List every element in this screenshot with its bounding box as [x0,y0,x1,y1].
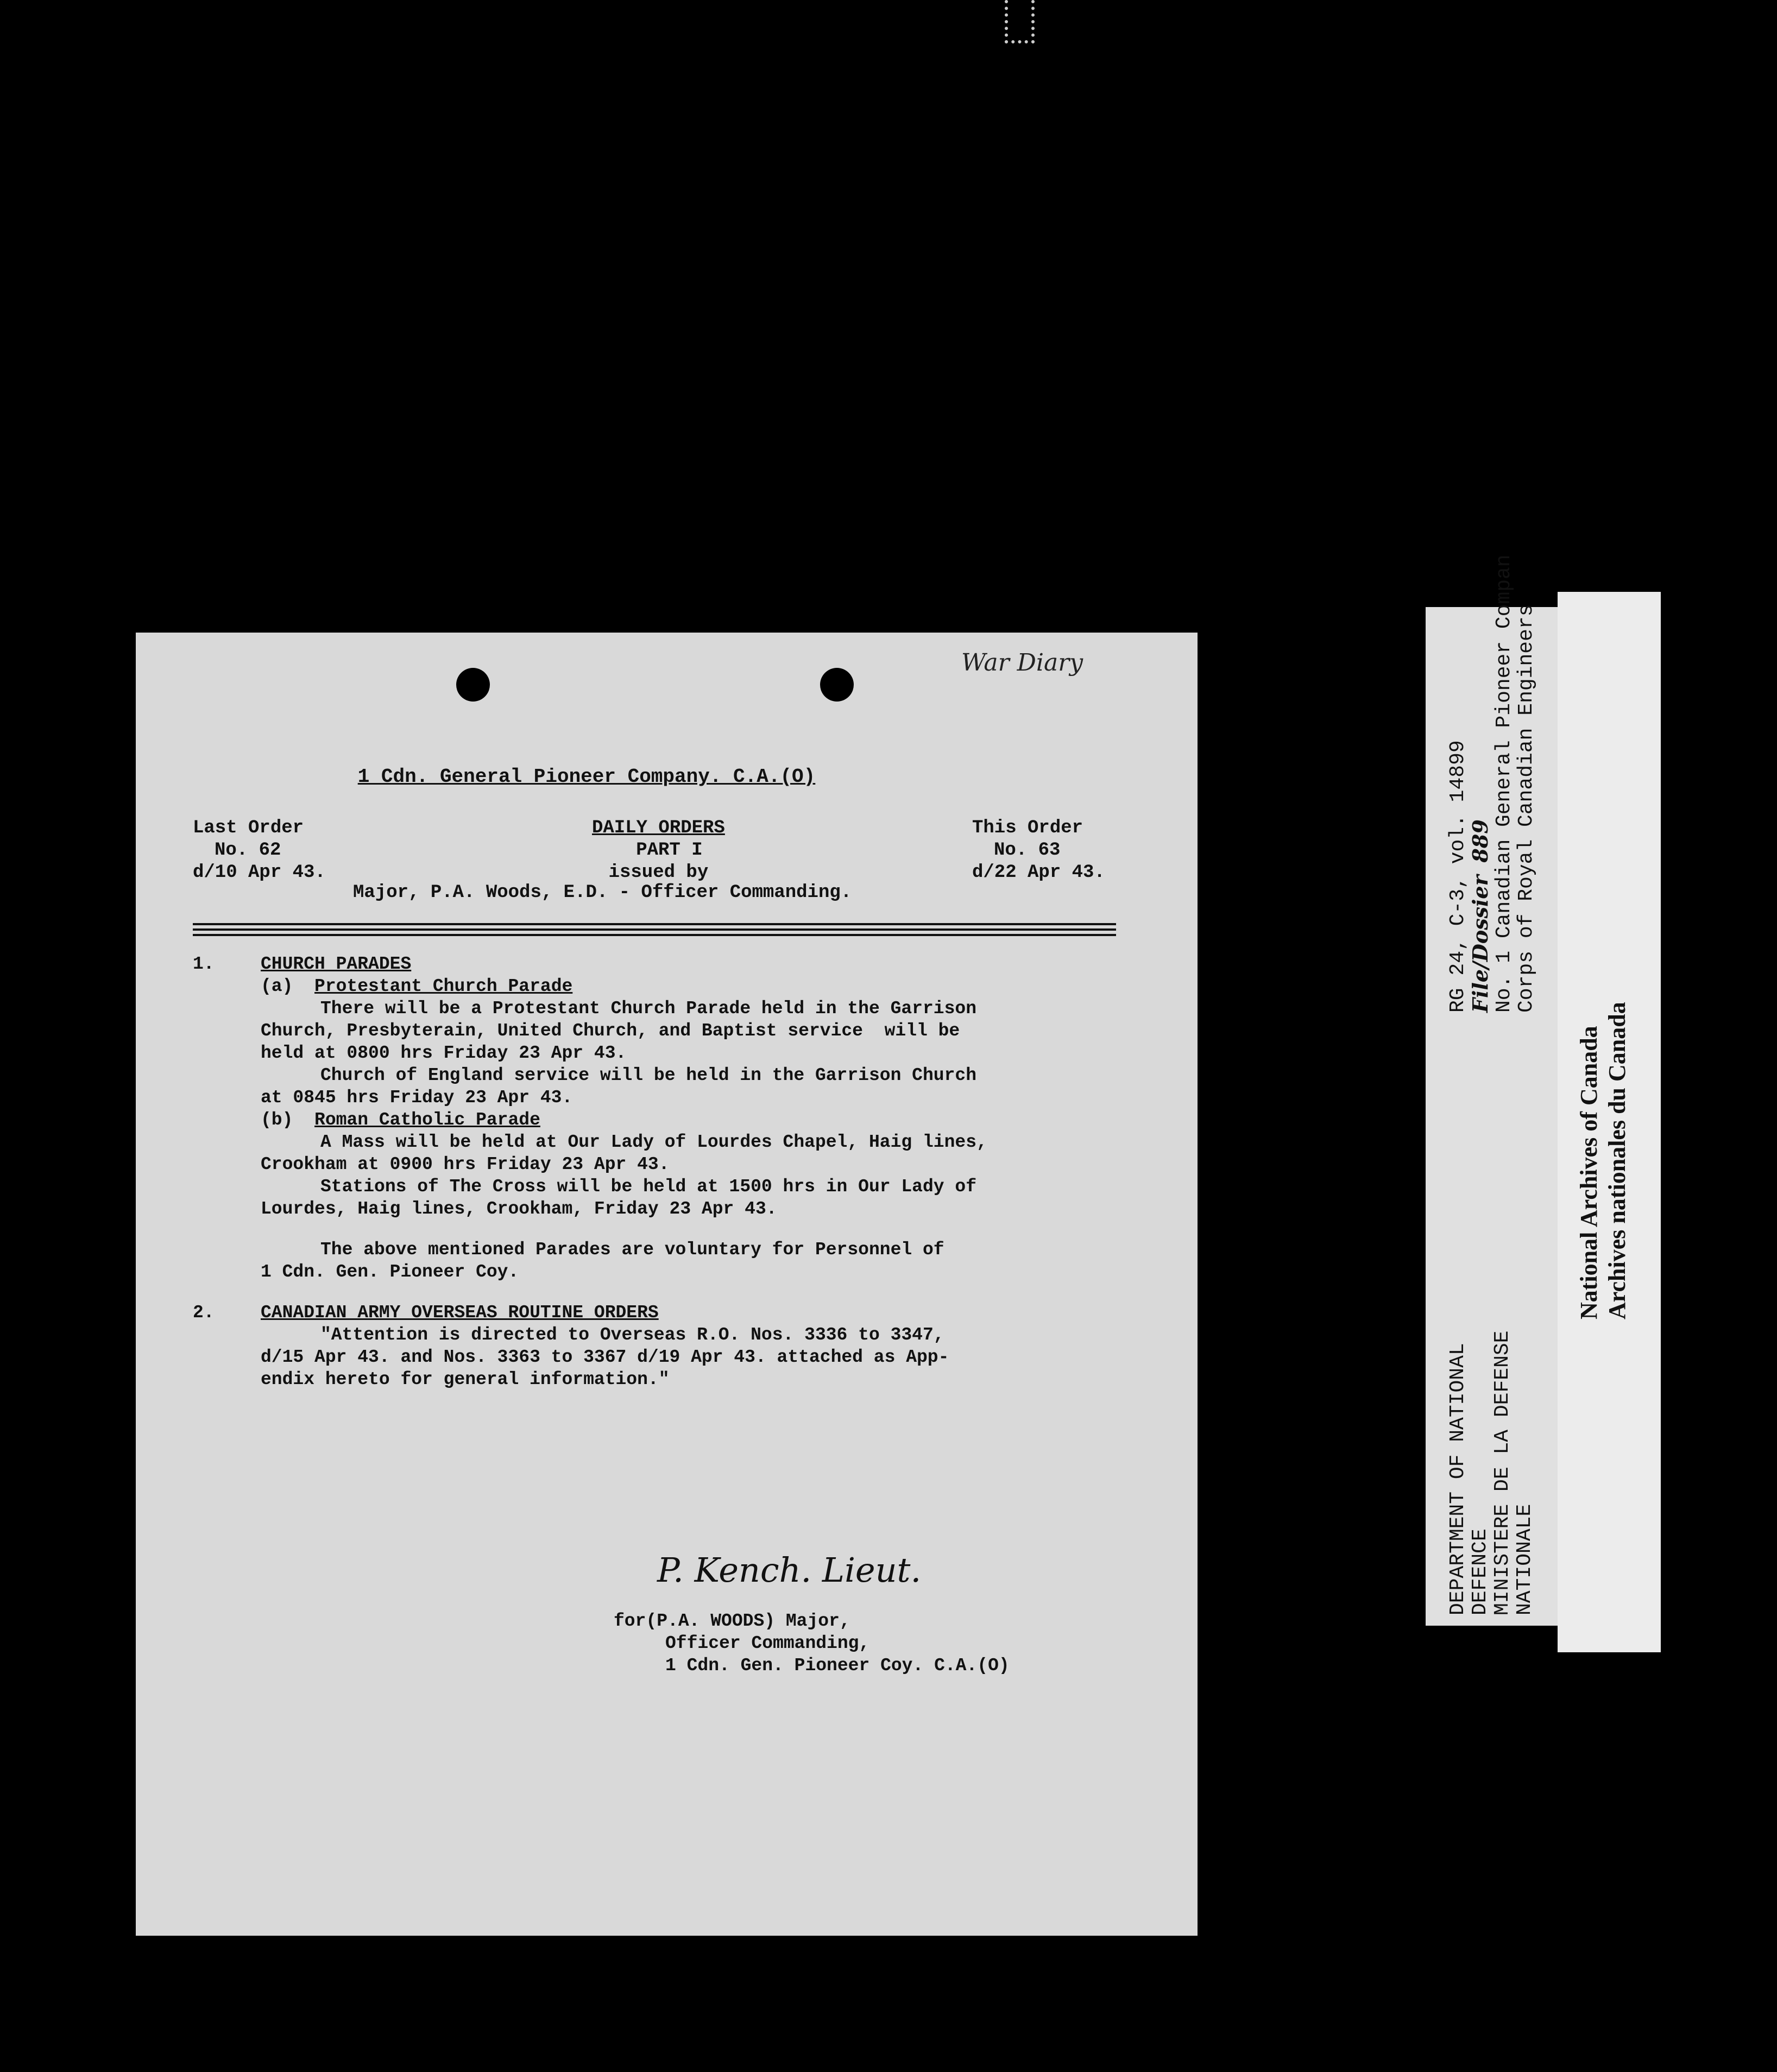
section-2-heading: 2. CANADIAN ARMY OVERSEAS ROUTINE ORDERS [193,1303,659,1323]
issued-by-line: Major, P.A. Woods, E.D. - Officer Commanding. [353,882,852,903]
paragraph-line: at 0845 hrs Friday 23 Apr 43. [261,1088,573,1108]
paragraph-line: endix hereto for general information." [261,1369,670,1389]
document-page [136,633,1198,1936]
paragraph-line: Crookham at 0900 hrs Friday 23 Apr 43. [261,1154,670,1174]
punch-hole [456,668,490,702]
handwritten-annotation: War Diary [961,649,1083,677]
this-order: This Order No. 63 d/22 Apr 43. [972,818,1105,883]
paragraph-line: 1 Cdn. Gen. Pioneer Coy. [261,1262,519,1282]
orders-body [193,953,1160,1391]
paragraph-line: Church, Presbyterain, United Church, and Baptist service will be [261,1021,960,1041]
divider [193,934,1116,936]
paragraph-line: Church of England service will be held in the Garrison Church [320,1065,976,1085]
daily-orders-heading: DAILY ORDERS PART I issued by [592,818,725,883]
section-1-heading: 1. CHURCH PARADES [193,954,412,974]
signature: P. Kench. Lieut. [657,1550,922,1590]
paragraph-line: "Attention is directed to Overseas R.O. Nos. 3336 to 3347, [320,1325,944,1345]
paragraph-line: There will be a Protestant Church Parade held in the Garrison [320,999,976,1019]
punch-hole [820,668,854,702]
archives-name: National Archives of Canada Archives nationales du Canada [1576,1002,1630,1319]
last-order: Last Order No. 62 d/10 Apr 43. [193,818,326,883]
signature-block: for(P.A. WOODS) Major, Officer Commanding, 1 Cdn. Gen. Pioneer Coy. C.A.(O) [614,1611,1010,1676]
section-1b-heading: (b) Roman Catholic Parade [261,1110,540,1130]
paragraph-line: d/15 Apr 43. and Nos. 3363 to 3367 d/19 Apr 43. attached as App- [261,1347,949,1367]
paragraph-line: Lourdes, Haig lines, Crookham, Friday 23 Apr 43. [261,1199,777,1219]
paragraph-line: Stations of The Cross will be held at 1500 hrs in Our Lady of [320,1177,976,1197]
paragraph-line: A Mass will be held at Our Lady of Lourdes Chapel, Haig lines, [320,1132,987,1152]
paragraph-line: The above mentioned Parades are voluntary for Personnel of [320,1240,944,1260]
paragraph-line: held at 0800 hrs Friday 23 Apr 43. [261,1043,627,1063]
section-1a-heading: (a) Protestant Church Parade [261,976,573,996]
divider [193,923,1116,925]
department-label: DEPARTMENT OF NATIONAL DEFENCE MINISTERE DE LA DEFENSE NATIONALE [1446,1330,1536,1615]
film-frame-marker [1005,0,1035,43]
document-title: 1 Cdn. General Pioneer Company. C.A.(O) [357,766,816,788]
divider [193,928,1116,931]
archive-reference: RG 24, C-3, vol. 14899 File/Dossier 889 No. 1 Canadian General Pioneer Compan Corps of Royal Canadian Engineers [1446,554,1538,1013]
